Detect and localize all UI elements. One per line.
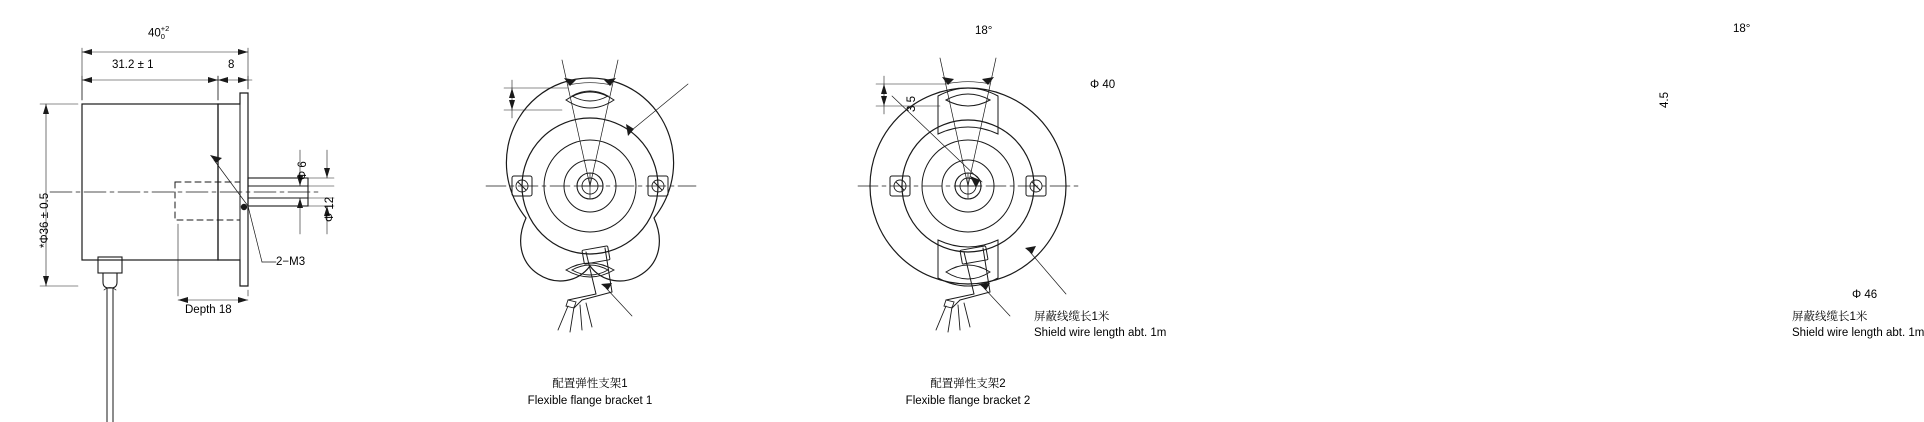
- bracket2-cable-note-cn: 屏蔽线缆长1米: [1792, 311, 1868, 323]
- bracket1-cable-note-en: Shield wire length abt. 1m: [1034, 327, 1167, 339]
- side-view-graphic: [0, 0, 400, 422]
- dim-overall-length: 40 +2 0: [148, 24, 170, 41]
- dim-shaft-diameter: Φ 6: [297, 161, 309, 180]
- bracket2-caption: [848, 376, 1088, 409]
- bracket1-caption: [470, 376, 710, 409]
- side-view-panel: [0, 0, 400, 422]
- bracket2-outer-diameter: Φ 46: [1852, 289, 1878, 301]
- label-hole-depth: Depth 18: [185, 304, 232, 316]
- bracket2-cable-note-en: Shield wire length abt. 1m: [1792, 327, 1924, 339]
- bracket1-cable-note-cn: 屏蔽线缆长1米: [1034, 311, 1110, 323]
- bracket1-caption-en: Flexible flange bracket 1: [527, 394, 653, 407]
- dim-body-length: 31.2 ± 1: [112, 59, 154, 71]
- bracket2-caption-cn: 配置弹性支架2: [930, 378, 1006, 390]
- dim-flange-thickness: 8: [228, 59, 235, 71]
- bracket2-caption-en: Flexible flange bracket 2: [905, 394, 1031, 407]
- bracket1-angle: 18°: [975, 25, 993, 37]
- bracket1-caption-cn: 配置弹性支架1: [552, 378, 628, 390]
- bracket1-graphic: [400, 0, 780, 422]
- bracket2-panel: [780, 0, 1924, 422]
- bracket2-angle: 18°: [1733, 23, 1751, 35]
- bracket1-outer-diameter: Φ 40: [1090, 79, 1116, 91]
- bracket1-offset: 3.5: [906, 96, 918, 112]
- bracket2-offset: 4.5: [1659, 92, 1671, 108]
- dim-body-diameter: *Φ36 ± 0.5: [39, 192, 51, 248]
- label-mounting-holes: 2−M3: [276, 256, 306, 268]
- bracket2-graphic: [780, 0, 1159, 422]
- dim-hub-diameter: Φ 12: [324, 196, 336, 222]
